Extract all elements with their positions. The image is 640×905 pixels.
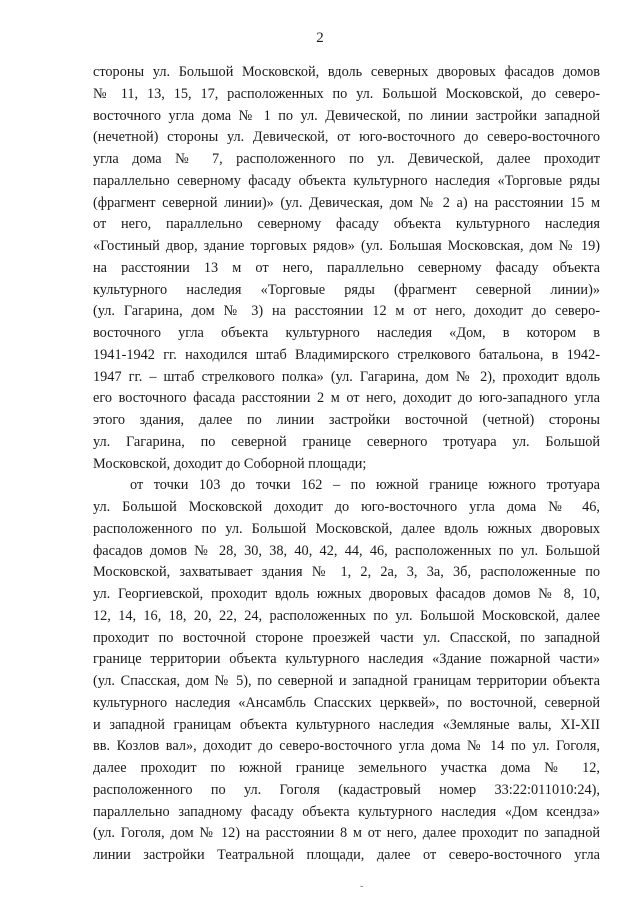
text-line: культурного наследия «Ансамбль Спасских церквей», по восточной, северной	[93, 694, 600, 711]
text-line: (нечетной) стороны ул. Девической, от юго-восточного до северо-восточного	[93, 129, 600, 146]
text-line: 12, 14, 16, 18, 20, 22, 24, расположенных по ул. Большой Московской, далее	[93, 607, 600, 624]
text-line: границе территории объекта культурного наследия «Здание пожарной части»	[93, 651, 600, 668]
text-line: «Гостиный двор, здание торговых рядов» (ул. Большая Московская, дом № 19)	[93, 238, 600, 254]
text-line: ул. Гагарина, по северной границе северного тротуара ул. Большой	[93, 433, 600, 450]
text-line: проходит по восточной стороне проезжей части ул. Спасской, по западной	[93, 629, 600, 646]
text-line: (ул. Спасская, дом № 5), по северной и западной границам территории объекта	[93, 673, 600, 689]
document-body	[93, 62, 600, 867]
text-line: № 11, 13, 15, 17, расположенных по ул. Большой Московской, до северо-	[93, 85, 600, 102]
text-line: расположенного по ул. Большой Московской, далее вдоль южных дворовых	[93, 520, 600, 537]
text-line: восточного угла объекта культурного наследия «Дом, в котором в	[93, 325, 600, 341]
text-line: ул. Георгиевской, проходит вдоль южных дворовых фасадов домов № 8, 10,	[93, 586, 600, 602]
text-line: (фрагмент северной линии)» (ул. Девическая, дом № 2 а) на расстоянии 15 м	[93, 194, 600, 211]
text-line: и западной границам объекта культурного наследия «Земляные валы, XI-XII	[93, 716, 600, 733]
text-line: ул. Большой Московской доходит до юго-восточного угла дома № 46,	[93, 499, 600, 515]
text-line: 1941-1942 гг. находился штаб Владимирского стрелкового батальона, в 1942-	[93, 346, 600, 363]
text-line: угла дома № 7, расположенного по ул. Девической, далее проходит	[93, 151, 600, 167]
text-line: на расстоянии 13 м от него, параллельно северному фасаду объекта	[93, 259, 600, 276]
text-line: 1947 гг. – штаб стрелкового полка» (ул. Гагарина, дом № 2), проходит вдоль	[93, 368, 600, 385]
paragraph-2	[93, 475, 600, 867]
text-line: параллельно западному фасаду объекта культурного наследия «Дом ксендза»	[93, 803, 600, 820]
text-line: далее проходит по южной границе земельного участка дома № 12,	[93, 760, 600, 776]
text-line: расположенного по ул. Гоголя (кадастровый номер 33:22:011010:24),	[93, 781, 600, 798]
text-line: культурного наследия «Торговые ряды (фрагмент северной линии)»	[93, 281, 600, 298]
text-line: этого здания, далее по линии застройки восточной (четной) стороны	[93, 412, 600, 428]
text-line: (ул. Гагарина, дом № 3) на расстоянии 12 м от него, доходит до северо-	[93, 303, 600, 320]
text-line: стороны ул. Большой Московской, вдоль северных дворовых фасадов домов	[93, 64, 600, 80]
text-line: вв. Козлов вал», доходит до северо-восточного угла дома № 14 по ул. Гоголя,	[93, 738, 600, 755]
text-line: Московской, захватывает здания № 1, 2, 2а, 3, 3а, 3б, расположенные по	[93, 564, 600, 581]
text-line: Московской, доходит до Соборной площади;	[93, 455, 367, 472]
paragraph-1	[93, 62, 600, 475]
text-line: восточного угла дома № 1 по ул. Девической, по линии застройки западной	[93, 107, 600, 124]
text-line: его восточного фасада расстоянии 2 м от него, доходит до юго-западного угла	[93, 390, 600, 407]
text-line: от точки 103 до точки 162 – по южной границе южного тротуара	[130, 477, 600, 494]
text-line: фасадов домов № 28, 30, 38, 40, 42, 44, 46, расположенных по ул. Большой	[93, 542, 600, 559]
text-line: линии застройки Театральной площади, далее от северо-восточного угла	[93, 847, 600, 863]
text-line: параллельно северному фасаду объекта культурного наследия «Торговые ряды	[93, 172, 600, 189]
scan-mark: ˘	[360, 885, 364, 896]
text-line: от него, параллельно северному фасаду объекта культурного наследия	[93, 216, 600, 233]
page-number: 2	[316, 30, 324, 46]
text-line: (ул. Гоголя, дом № 12) на расстоянии 8 м от него, далее проходит по западной	[93, 825, 600, 842]
